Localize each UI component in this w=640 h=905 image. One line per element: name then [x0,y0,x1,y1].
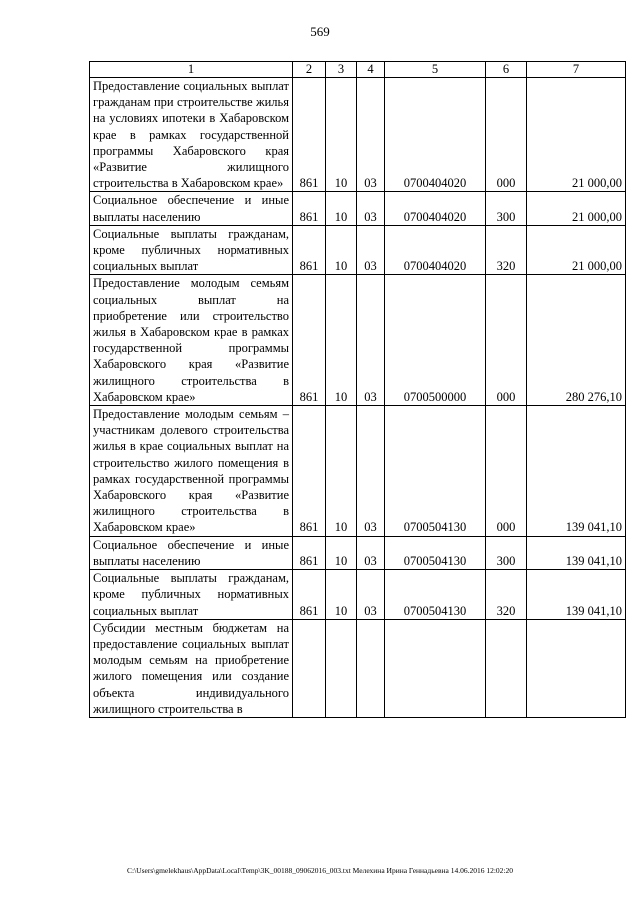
row-vr [486,619,527,717]
row-vr: 000 [486,406,527,537]
row-grbs: 861 [293,78,326,192]
row-vr: 320 [486,225,527,275]
row-rz: 10 [326,536,357,569]
row-rz: 10 [326,275,357,406]
row-rz: 10 [326,225,357,275]
row-pr: 03 [357,192,385,225]
table-row [90,619,626,717]
column-header: 5 [385,62,486,78]
column-header: 6 [486,62,527,78]
row-rz: 10 [326,406,357,537]
row-grbs: 861 [293,536,326,569]
row-vr: 300 [486,536,527,569]
table-row [90,275,626,406]
table-row [90,78,626,192]
row-sum: 139 041,10 [527,570,626,620]
row-pr: 03 [357,406,385,537]
table-row [90,570,626,620]
row-name: Предоставление молодым семьям социальных выплат на приобретение или строительство жилья в Хабаровском крае в рамках государственной программы Хабаровского края «Развитие жилищного строительства в Хабаровском крае» [90,275,293,406]
file-path-footer: C:\Users\gmelekhaus\AppData\Local\Temp\3K_00188_09062016_003.txt Мелехина Ирина Геннадьевна 14.06.2016 12:02:20 [126,866,513,875]
row-rz: 10 [326,78,357,192]
budget-table [89,61,626,718]
row-rz [326,619,357,717]
row-csr: 0700404020 [385,225,486,275]
row-csr: 0700404020 [385,78,486,192]
row-csr: 0700504130 [385,536,486,569]
column-header: 2 [293,62,326,78]
row-name: Социальное обеспечение и иные выплаты населению [90,536,293,569]
row-grbs [293,619,326,717]
row-pr: 03 [357,225,385,275]
table-header-row [90,62,626,78]
row-name: Предоставление молодым семьям – участникам долевого строительства жилья в крае социальных выплат на строительство жилого помещения в рамках государственной программы Хабаровского края «Развитие жилищного строительства в Хабаровском крае» [90,406,293,537]
table-row [90,192,626,225]
table-row [90,536,626,569]
row-vr: 000 [486,78,527,192]
row-name: Социальные выплаты гражданам, кроме публичных нормативных социальных выплат [90,225,293,275]
row-name: Социальное обеспечение и иные выплаты населению [90,192,293,225]
row-pr: 03 [357,78,385,192]
row-pr: 03 [357,275,385,406]
row-csr: 0700504130 [385,406,486,537]
table-row [90,225,626,275]
row-csr: 0700500000 [385,275,486,406]
row-grbs: 861 [293,406,326,537]
row-rz: 10 [326,570,357,620]
page-number: 569 [310,24,330,39]
row-pr [357,619,385,717]
row-sum: 21 000,00 [527,192,626,225]
column-header: 1 [90,62,293,78]
row-grbs: 861 [293,225,326,275]
row-name: Социальные выплаты гражданам, кроме публичных нормативных социальных выплат [90,570,293,620]
row-sum: 21 000,00 [527,225,626,275]
row-sum: 139 041,10 [527,406,626,537]
row-csr: 0700404020 [385,192,486,225]
row-vr: 000 [486,275,527,406]
row-vr: 300 [486,192,527,225]
row-grbs: 861 [293,192,326,225]
row-sum: 280 276,10 [527,275,626,406]
column-header: 3 [326,62,357,78]
column-header: 4 [357,62,385,78]
row-pr: 03 [357,570,385,620]
row-name: Предоставление социальных выплат гражданам при строительстве жилья на условиях ипотеки в Хабаровском крае в рамках государственной программы Хабаровского края «Развитие жилищного строительства в Хабаровском крае» [90,78,293,192]
column-header: 7 [527,62,626,78]
row-csr: 0700504130 [385,570,486,620]
row-vr: 320 [486,570,527,620]
row-rz: 10 [326,192,357,225]
table-row [90,406,626,537]
row-csr [385,619,486,717]
row-name: Субсидии местным бюджетам на предоставление социальных выплат молодым семьям на приобретение жилого помещения или создание объекта индивидуального жилищного строительства в [90,619,293,717]
row-grbs: 861 [293,275,326,406]
row-grbs: 861 [293,570,326,620]
row-sum [527,619,626,717]
row-sum: 21 000,00 [527,78,626,192]
row-sum: 139 041,10 [527,536,626,569]
row-pr: 03 [357,536,385,569]
